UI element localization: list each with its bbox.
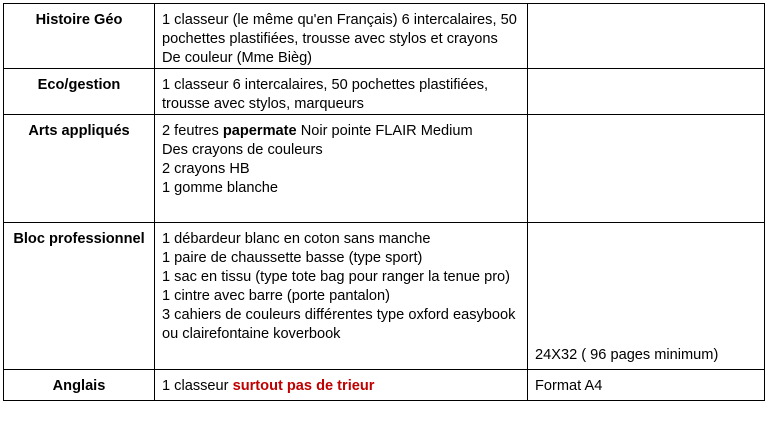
item-line: 2 crayons HB	[162, 161, 250, 177]
item-line: 1 classeur 6 intercalaires, 50 pochettes plastifiées, trousse avec stylos, marqueurs	[162, 77, 489, 112]
supplies-table	[3, 3, 765, 401]
item-line: 1 sac en tissu (type tote bag pour ranger la tenue pro)	[162, 269, 511, 285]
item-line: 1 gomme blanche	[162, 180, 279, 196]
item-text: Noir pointe FLAIR Medium	[296, 123, 473, 139]
item-line	[162, 122, 520, 141]
items-cell	[155, 223, 528, 370]
table-row	[4, 370, 765, 401]
item-line: Des crayons de couleurs	[162, 142, 323, 158]
note-cell	[528, 4, 765, 69]
item-line: 1 classeur (le même qu'en Français) 6 intercalaires, 50 pochettes plastifiées, trousse avec stylos et crayons De couleur (Mme Bièg)	[162, 12, 517, 66]
items-cell	[155, 4, 528, 69]
items-cell	[155, 115, 528, 223]
subject-cell: Bloc professionnel	[4, 223, 155, 370]
item-line: 1 cintre avec barre (porte pantalon)	[162, 288, 390, 304]
subject-cell: Eco/gestion	[4, 69, 155, 115]
warning-text: surtout pas de trieur	[232, 378, 375, 394]
item-text: 2 feutres	[162, 123, 223, 139]
item-line: 1 débardeur blanc en coton sans manche	[162, 231, 431, 247]
item-text: 1 classeur	[162, 378, 233, 394]
items-cell	[155, 370, 528, 401]
item-line	[162, 377, 520, 396]
brand-name: papermate	[222, 123, 297, 139]
table-row	[4, 115, 765, 223]
subject-cell: Histoire Géo	[4, 4, 155, 69]
note-cell: Format A4	[528, 370, 765, 401]
note-cell	[528, 115, 765, 223]
subject-cell: Arts appliqués	[4, 115, 155, 223]
item-line: 3 cahiers de couleurs différentes type oxford easybook ou clairefontaine koverbook	[162, 307, 516, 342]
note-cell	[528, 69, 765, 115]
table-row	[4, 69, 765, 115]
table-row	[4, 223, 765, 370]
note-cell: 24X32 ( 96 pages minimum)	[528, 223, 765, 370]
subject-cell: Anglais	[4, 370, 155, 401]
item-line: 1 paire de chaussette basse (type sport)	[162, 250, 423, 266]
table-row	[4, 4, 765, 69]
items-cell	[155, 69, 528, 115]
